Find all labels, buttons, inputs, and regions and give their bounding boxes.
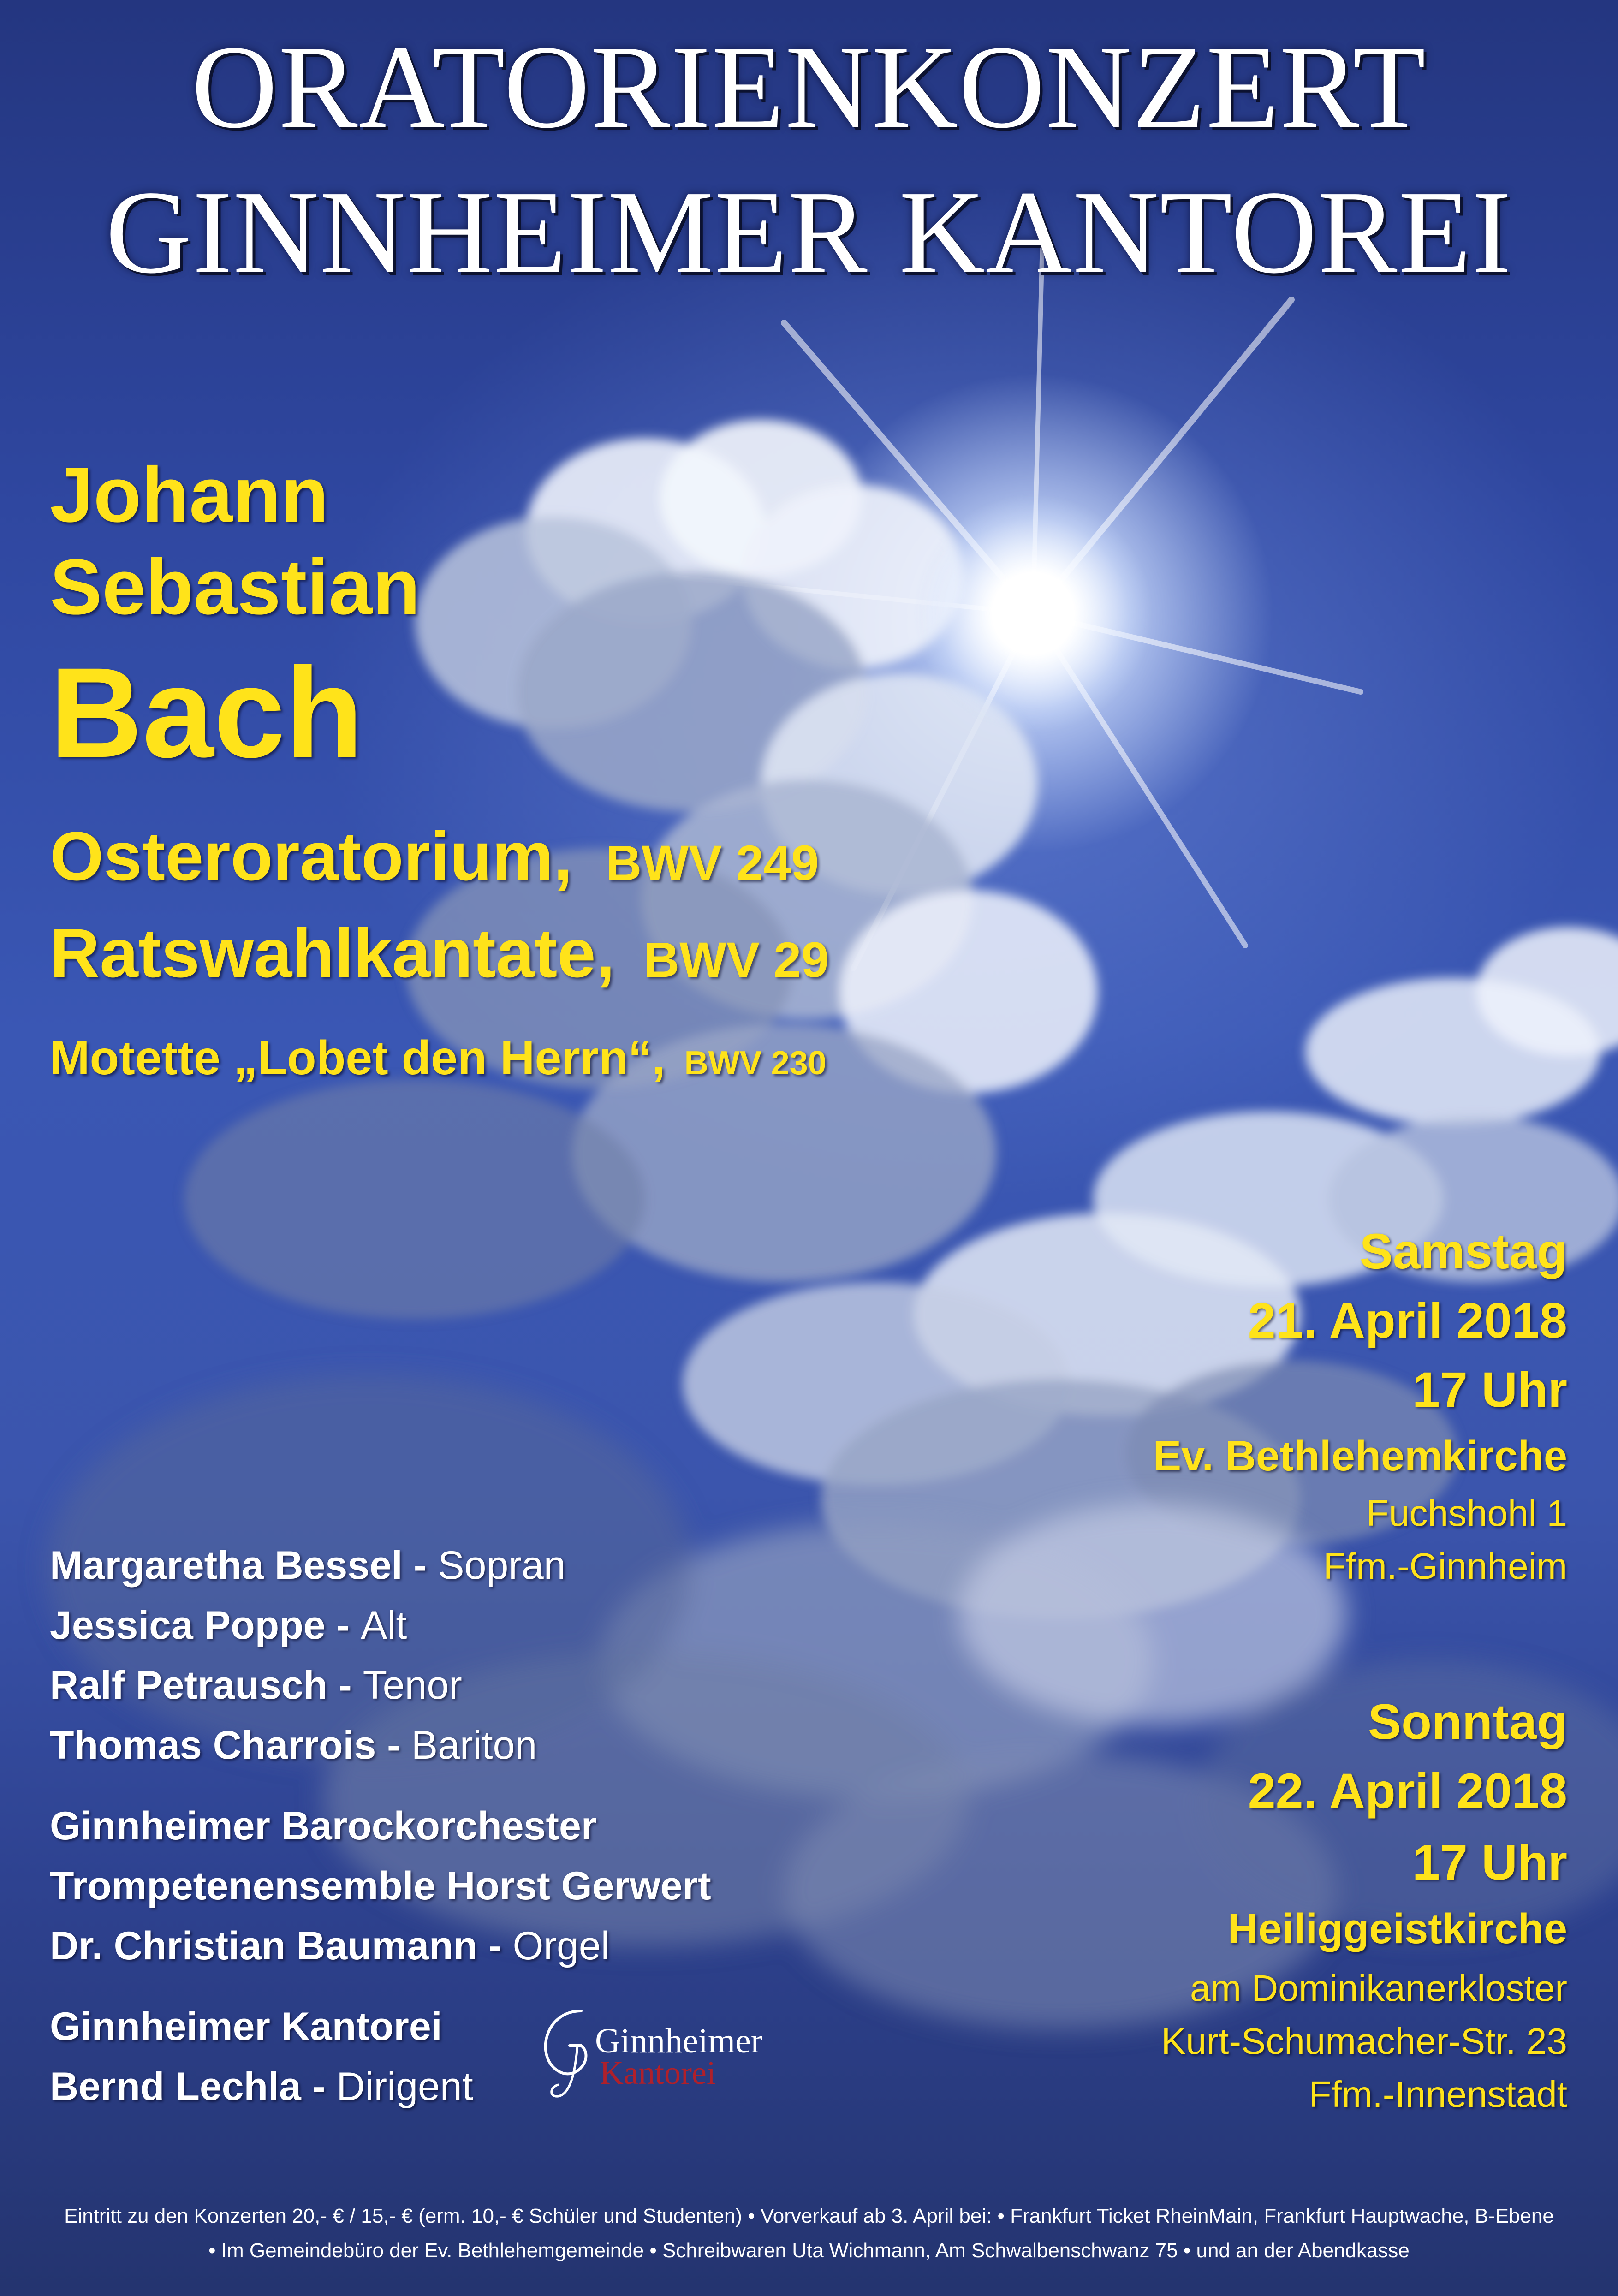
kantorei-logo-mark xyxy=(526,2002,784,2103)
concert-1-address-2: Ffm.-Ginnheim xyxy=(1323,1546,1567,1587)
composer-last-name: Bach xyxy=(50,641,363,784)
work-1-bwv: BWV 249 xyxy=(606,835,819,891)
logo-text-ginnheimer: Ginnheimer xyxy=(595,2022,763,2060)
work-3 xyxy=(50,1031,827,1086)
performer-name: Jessica Poppe xyxy=(50,1603,326,1648)
performer-separator: - xyxy=(325,1603,361,1648)
work-2-title: Ratswahlkantate, xyxy=(50,914,615,992)
composer-middle-name: Sebastian xyxy=(50,543,421,631)
concert-2-date: 22. April 2018 xyxy=(1248,1763,1567,1819)
footer-line-2: • Im Gemeindebüro der Ev. Bethlehemgemeinde • Schreibwaren Uta Wichmann, Am Schwalbenschwanz 75 • und an der Abendkasse xyxy=(208,2239,1410,2262)
performer-role: Alt xyxy=(361,1603,407,1648)
performer-organ xyxy=(50,1923,610,1969)
performer-name: Ginnheimer Kantorei xyxy=(50,2005,442,2049)
concert-2-day: Sonntag xyxy=(1368,1694,1567,1749)
logo-text-kantorei: Kantorei xyxy=(600,2054,716,2091)
footer-line-1: Eintritt zu den Konzerten 20,- € / 15,- € (erm. 10,- € Schüler und Studenten) • Vorverkauf ab 3. April bei: • Frankfurt Ticket RheinMain, Frankfurt Hauptwache, B-Ebene xyxy=(64,2205,1554,2227)
work-1-title: Osteroratorium, xyxy=(50,817,573,895)
composer-first-name: Johann xyxy=(50,451,329,539)
performer-role: Orgel xyxy=(512,1924,610,1968)
performer-orchestra xyxy=(50,1803,596,1849)
performer-role: Tenor xyxy=(363,1663,462,1707)
performer-name: Ralf Petrausch xyxy=(50,1663,328,1707)
performer-tenor xyxy=(50,1663,462,1708)
performer-baritone xyxy=(50,1723,537,1768)
concert-2-address-1: am Dominikanerkloster xyxy=(1190,1968,1567,2009)
performer-separator: - xyxy=(301,2064,337,2109)
performer-soprano xyxy=(50,1543,566,1588)
performer-role: Dirigent xyxy=(336,2064,473,2109)
kantorei-logo xyxy=(526,2002,784,2103)
performer-name: Ginnheimer Barockorchester xyxy=(50,1804,597,1848)
performer-trumpets xyxy=(50,1863,711,1909)
performer-separator: - xyxy=(376,1723,411,1767)
performer-role: Bariton xyxy=(411,1723,537,1767)
work-2 xyxy=(50,913,829,993)
concert-1-address-1: Fuchshohl 1 xyxy=(1366,1493,1567,1534)
performer-separator: - xyxy=(477,1924,513,1968)
performer-alto xyxy=(50,1603,407,1648)
performer-name: Margaretha Bessel xyxy=(50,1543,403,1588)
title-line-2: GINNHEIMER KANTOREI xyxy=(105,166,1513,298)
performer-separator: - xyxy=(327,1663,363,1707)
concert-1-date: 21. April 2018 xyxy=(1248,1292,1567,1348)
performer-name: Bernd Lechla xyxy=(50,2064,301,2109)
concert-2-time: 17 Uhr xyxy=(1412,1834,1567,1890)
concert-2-venue: Heiliggeistkirche xyxy=(1227,1905,1567,1952)
work-3-title: Motette „Lobet den Herrn“, xyxy=(50,1031,666,1085)
work-3-bwv: BWV 230 xyxy=(684,1045,827,1082)
performer-separator: - xyxy=(402,1543,438,1588)
work-1 xyxy=(50,816,819,896)
performer-name: Dr. Christian Baumann xyxy=(50,1924,478,1968)
concert-1-venue: Ev. Bethlehemkirche xyxy=(1153,1433,1567,1480)
concert-1-time: 17 Uhr xyxy=(1412,1362,1567,1417)
performer-choir xyxy=(50,2004,442,2050)
performer-role: Sopran xyxy=(438,1543,566,1588)
title-line-1: ORATORIENKONZERT xyxy=(191,21,1427,153)
concert-1-day: Samstag xyxy=(1359,1223,1567,1279)
work-2-bwv: BWV 29 xyxy=(643,932,829,987)
performer-conductor xyxy=(50,2064,473,2110)
concert-2-address-3: Ffm.-Innenstadt xyxy=(1309,2074,1567,2115)
performer-name: Trompetenensemble Horst Gerwert xyxy=(50,1864,711,1908)
concert-2-address-2: Kurt-Schumacher-Str. 23 xyxy=(1161,2021,1567,2062)
performer-name: Thomas Charrois xyxy=(50,1723,376,1767)
